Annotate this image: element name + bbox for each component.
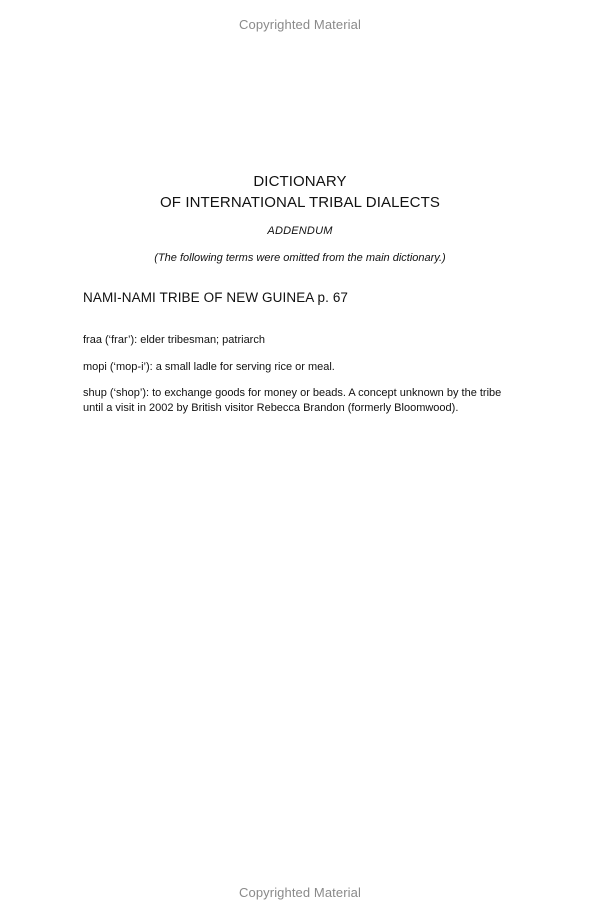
omission-note: (The following terms were omitted from the main dictionary.)	[154, 252, 446, 264]
dictionary-title-line1: DICTIONARY	[253, 173, 347, 190]
copyright-watermark-top: Copyrighted Material	[239, 17, 361, 32]
tribe-section-heading: NAMI-NAMI TRIBE OF NEW GUINEA p. 67	[83, 290, 349, 305]
dictionary-entry-fraa: fraa (‘frar’): elder tribesman; patriarch	[83, 334, 265, 346]
dictionary-title-line2: OF INTERNATIONAL TRIBAL DIALECTS	[160, 194, 440, 211]
dictionary-entry-mopi: mopi (‘mop-i’): a small ladle for serving rice or meal.	[83, 361, 335, 373]
dictionary-entry-shup: shup (‘shop’): to exchange goods for money or beads. A concept unknown by the tribe until a visit in 2002 by British visitor Rebecca Brandon (formerly Bloomwood).	[83, 387, 502, 414]
copyright-watermark-bottom: Copyrighted Material	[239, 885, 361, 900]
addendum-heading: ADDENDUM	[267, 225, 333, 237]
